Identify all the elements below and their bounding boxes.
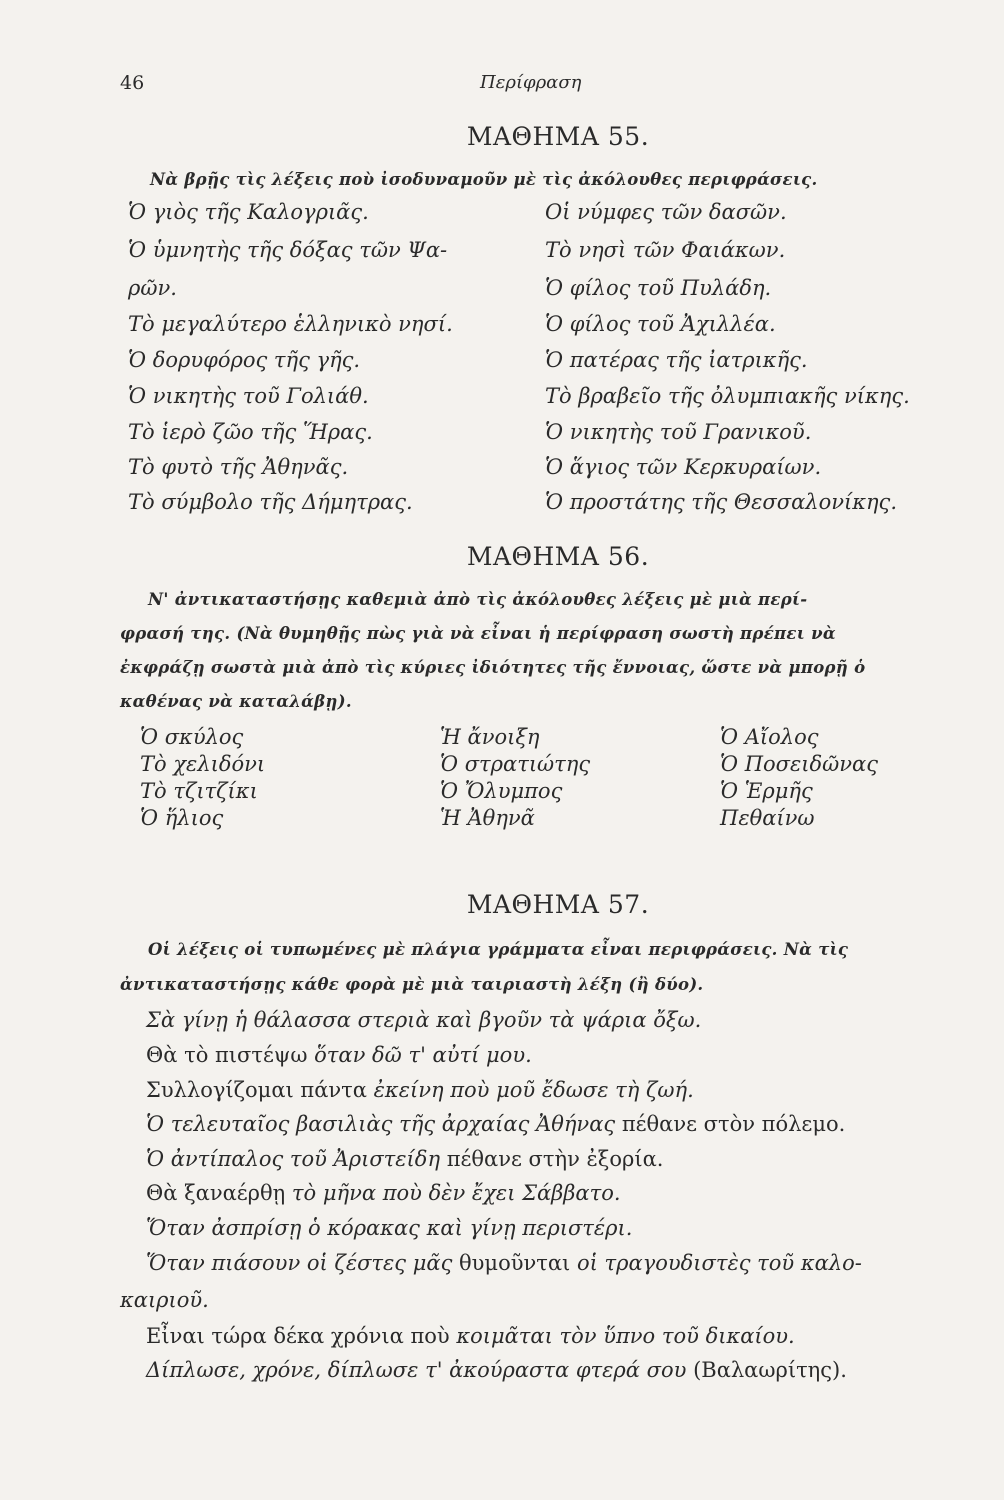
periphrasis-item: Τὸ φυτὸ τῆς Ἀθηνᾶς. <box>128 455 349 479</box>
italic-periphrasis: ἐκείνη ποὺ μοῦ ἔδωσε τὴ ζωή. <box>373 1078 694 1102</box>
word-item: Ὁ Ὄλυμπος <box>440 779 563 803</box>
page-number: 46 <box>120 72 145 94</box>
instruction-line: Οἱ λέξεις οἱ τυπωμένες μὲ πλάγια γράμματα εἶναι περιφράσεις. Νὰ τὶς <box>148 940 849 959</box>
periphrasis-item: Ὁ ὑμνητὴς τῆς δόξας τῶν Ψα- <box>128 238 448 262</box>
exercise-sentence <box>146 1078 694 1102</box>
exercise-sentence <box>146 1251 862 1275</box>
instruction-line: φρασή της. (Νὰ θυμηθῇς πὼς γιὰ νὰ εἶναι ἡ περίφραση σωστὴ πρέπει νὰ <box>120 624 836 643</box>
exercise-sentence <box>146 1147 663 1171</box>
italic-periphrasis: Ὅταν πιάσουν οἱ ζέστες μᾶς <box>146 1251 460 1275</box>
word-item: Ὁ στρατιώτης <box>440 752 591 776</box>
word-item: Ὁ σκύλος <box>140 725 244 749</box>
instruction-line: καθένας νὰ καταλάβῃ). <box>120 692 352 711</box>
lesson-55-instruction: Νὰ βρῇς τὶς λέξεις ποὺ ἰσοδυναμοῦν μὲ τὶς ἀκόλουθες περιφράσεις. <box>150 170 818 189</box>
plain-text: πέθανε στὴν ἐξορία. <box>440 1147 664 1171</box>
lesson-55-title <box>0 122 1004 151</box>
exercise-sentence <box>120 1288 209 1312</box>
periphrasis-item: Ὁ γιὸς τῆς Καλογριᾶς. <box>128 200 369 224</box>
italic-periphrasis: Δίπλωσε, χρόνε, δίπλωσε τ' ἀκούραστα φτερά σου <box>146 1358 687 1382</box>
word-item: Ἡ ἄνοιξη <box>440 725 540 749</box>
word-item: Ὁ Ἑρμῆς <box>720 779 813 803</box>
periphrasis-item: Ὁ ἅγιος τῶν Κερκυραίων. <box>545 455 822 479</box>
italic-periphrasis: τὸ μῆνα ποὺ δὲν ἔχει Σάββατο. <box>291 1181 621 1205</box>
exercise-sentence <box>146 1358 847 1382</box>
periphrasis-item: Οἱ νύμφες τῶν δασῶν. <box>545 200 787 224</box>
exercise-sentence <box>146 1112 845 1136</box>
italic-periphrasis: ὅταν δῶ τ' αὐτί μου. <box>314 1043 532 1067</box>
periphrasis-item: Ὁ πατέρας τῆς ἰατρικῆς. <box>545 348 808 372</box>
word-item: Τὸ τζιτζίκι <box>140 779 258 803</box>
running-title: Περίφραση <box>480 72 582 93</box>
word-item: Πεθαίνω <box>720 806 815 830</box>
exercise-sentence <box>146 1324 795 1348</box>
italic-periphrasis: καιριοῦ. <box>120 1288 209 1312</box>
italic-periphrasis: κοιμᾶται τὸν ὕπνο τοῦ δικαίου. <box>456 1324 795 1348</box>
italic-periphrasis: Ὅταν ἀσπρίσῃ ὁ κόρακας καὶ γίνῃ περιστέρι. <box>146 1216 633 1240</box>
instruction-line: Ν' ἀντικαταστήσῃς καθεμιὰ ἀπὸ τὶς ἀκόλουθες λέξεις μὲ μιὰ περί- <box>148 590 808 609</box>
plain-text: πέθανε στὸν πόλεμο. <box>615 1112 846 1136</box>
word-item: Ὁ Αἴολος <box>720 725 819 749</box>
exercise-sentence <box>146 1008 701 1032</box>
periphrasis-item: Ὁ φίλος τοῦ Ἀχιλλέα. <box>545 312 776 336</box>
italic-periphrasis: Ὁ ἀντίπαλος τοῦ Ἀριστείδη <box>146 1147 441 1171</box>
periphrasis-item: Τὸ μεγαλύτερο ἑλληνικὸ νησί. <box>128 312 453 336</box>
plain-text: Εἶναι τώρα δέκα χρόνια ποὺ <box>146 1324 457 1348</box>
periphrasis-item: ρῶν. <box>128 276 177 300</box>
lesson-56-title <box>0 542 1004 571</box>
exercise-sentence <box>146 1043 532 1067</box>
periphrasis-item: Τὸ σύμβολο τῆς Δήμητρας. <box>128 490 413 514</box>
word-item: Ὁ Ποσειδῶνας <box>720 752 878 776</box>
periphrasis-item: Τὸ νησὶ τῶν Φαιάκων. <box>545 238 786 262</box>
plain-text: Θὰ τὸ πιστέψω <box>146 1043 315 1067</box>
lesson-57-title <box>0 890 1004 919</box>
periphrasis-item: Ὁ νικητὴς τοῦ Γολιάθ. <box>128 384 369 408</box>
word-item: Ὁ ἥλιος <box>140 806 224 830</box>
lesson-title-text: ΜΑΘΗΜΑ 55. <box>466 122 650 151</box>
exercise-sentence <box>146 1216 632 1240</box>
plain-text: θυμοῦνται <box>459 1251 577 1275</box>
periphrasis-item: Ὁ προστάτης τῆς Θεσσαλονίκης. <box>545 490 897 514</box>
italic-periphrasis: οἱ τραγουδιστὲς τοῦ καλο- <box>576 1251 862 1275</box>
plain-text: (Βαλαωρίτης). <box>686 1358 847 1382</box>
instruction-line: ἀντικαταστήσῃς κάθε φορὰ μὲ μιὰ ταιριαστὴ λέξη (ἢ δύο). <box>120 975 704 994</box>
word-item: Τὸ χελιδόνι <box>140 752 266 776</box>
plain-text: Θὰ ξαναέρθῃ <box>146 1181 292 1205</box>
italic-periphrasis: Σὰ γίνῃ ἡ θάλασσα στεριὰ καὶ βγοῦν τὰ ψάρια ὄξω. <box>146 1008 702 1032</box>
periphrasis-item: Ὁ φίλος τοῦ Πυλάδη. <box>545 276 772 300</box>
lesson-title-text: ΜΑΘΗΜΑ 57. <box>466 890 650 919</box>
italic-periphrasis: Ὁ τελευταῖος βασιλιὰς τῆς ἀρχαίας Ἀθήνας <box>146 1112 616 1136</box>
word-item: Ἡ Ἀθηνᾶ <box>440 806 535 830</box>
plain-text: Συλλογίζομαι πάντα <box>146 1078 374 1102</box>
exercise-sentence <box>146 1181 621 1205</box>
instruction-line: ἐκφράζῃ σωστὰ μιὰ ἀπὸ τὶς κύριες ἰδιότητες τῆς ἔννοιας, ὥστε νὰ μπορῇ ὁ <box>120 658 866 677</box>
periphrasis-item: Τὸ ἱερὸ ζῶο τῆς Ἥρας. <box>128 420 373 444</box>
periphrasis-item: Ὁ δορυφόρος τῆς γῆς. <box>128 348 361 372</box>
periphrasis-item: Τὸ βραβεῖο τῆς ὀλυμπιακῆς νίκης. <box>545 384 910 408</box>
periphrasis-item: Ὁ νικητὴς τοῦ Γρανικοῦ. <box>545 420 812 444</box>
lesson-title-text: ΜΑΘΗΜΑ 56. <box>466 542 650 571</box>
